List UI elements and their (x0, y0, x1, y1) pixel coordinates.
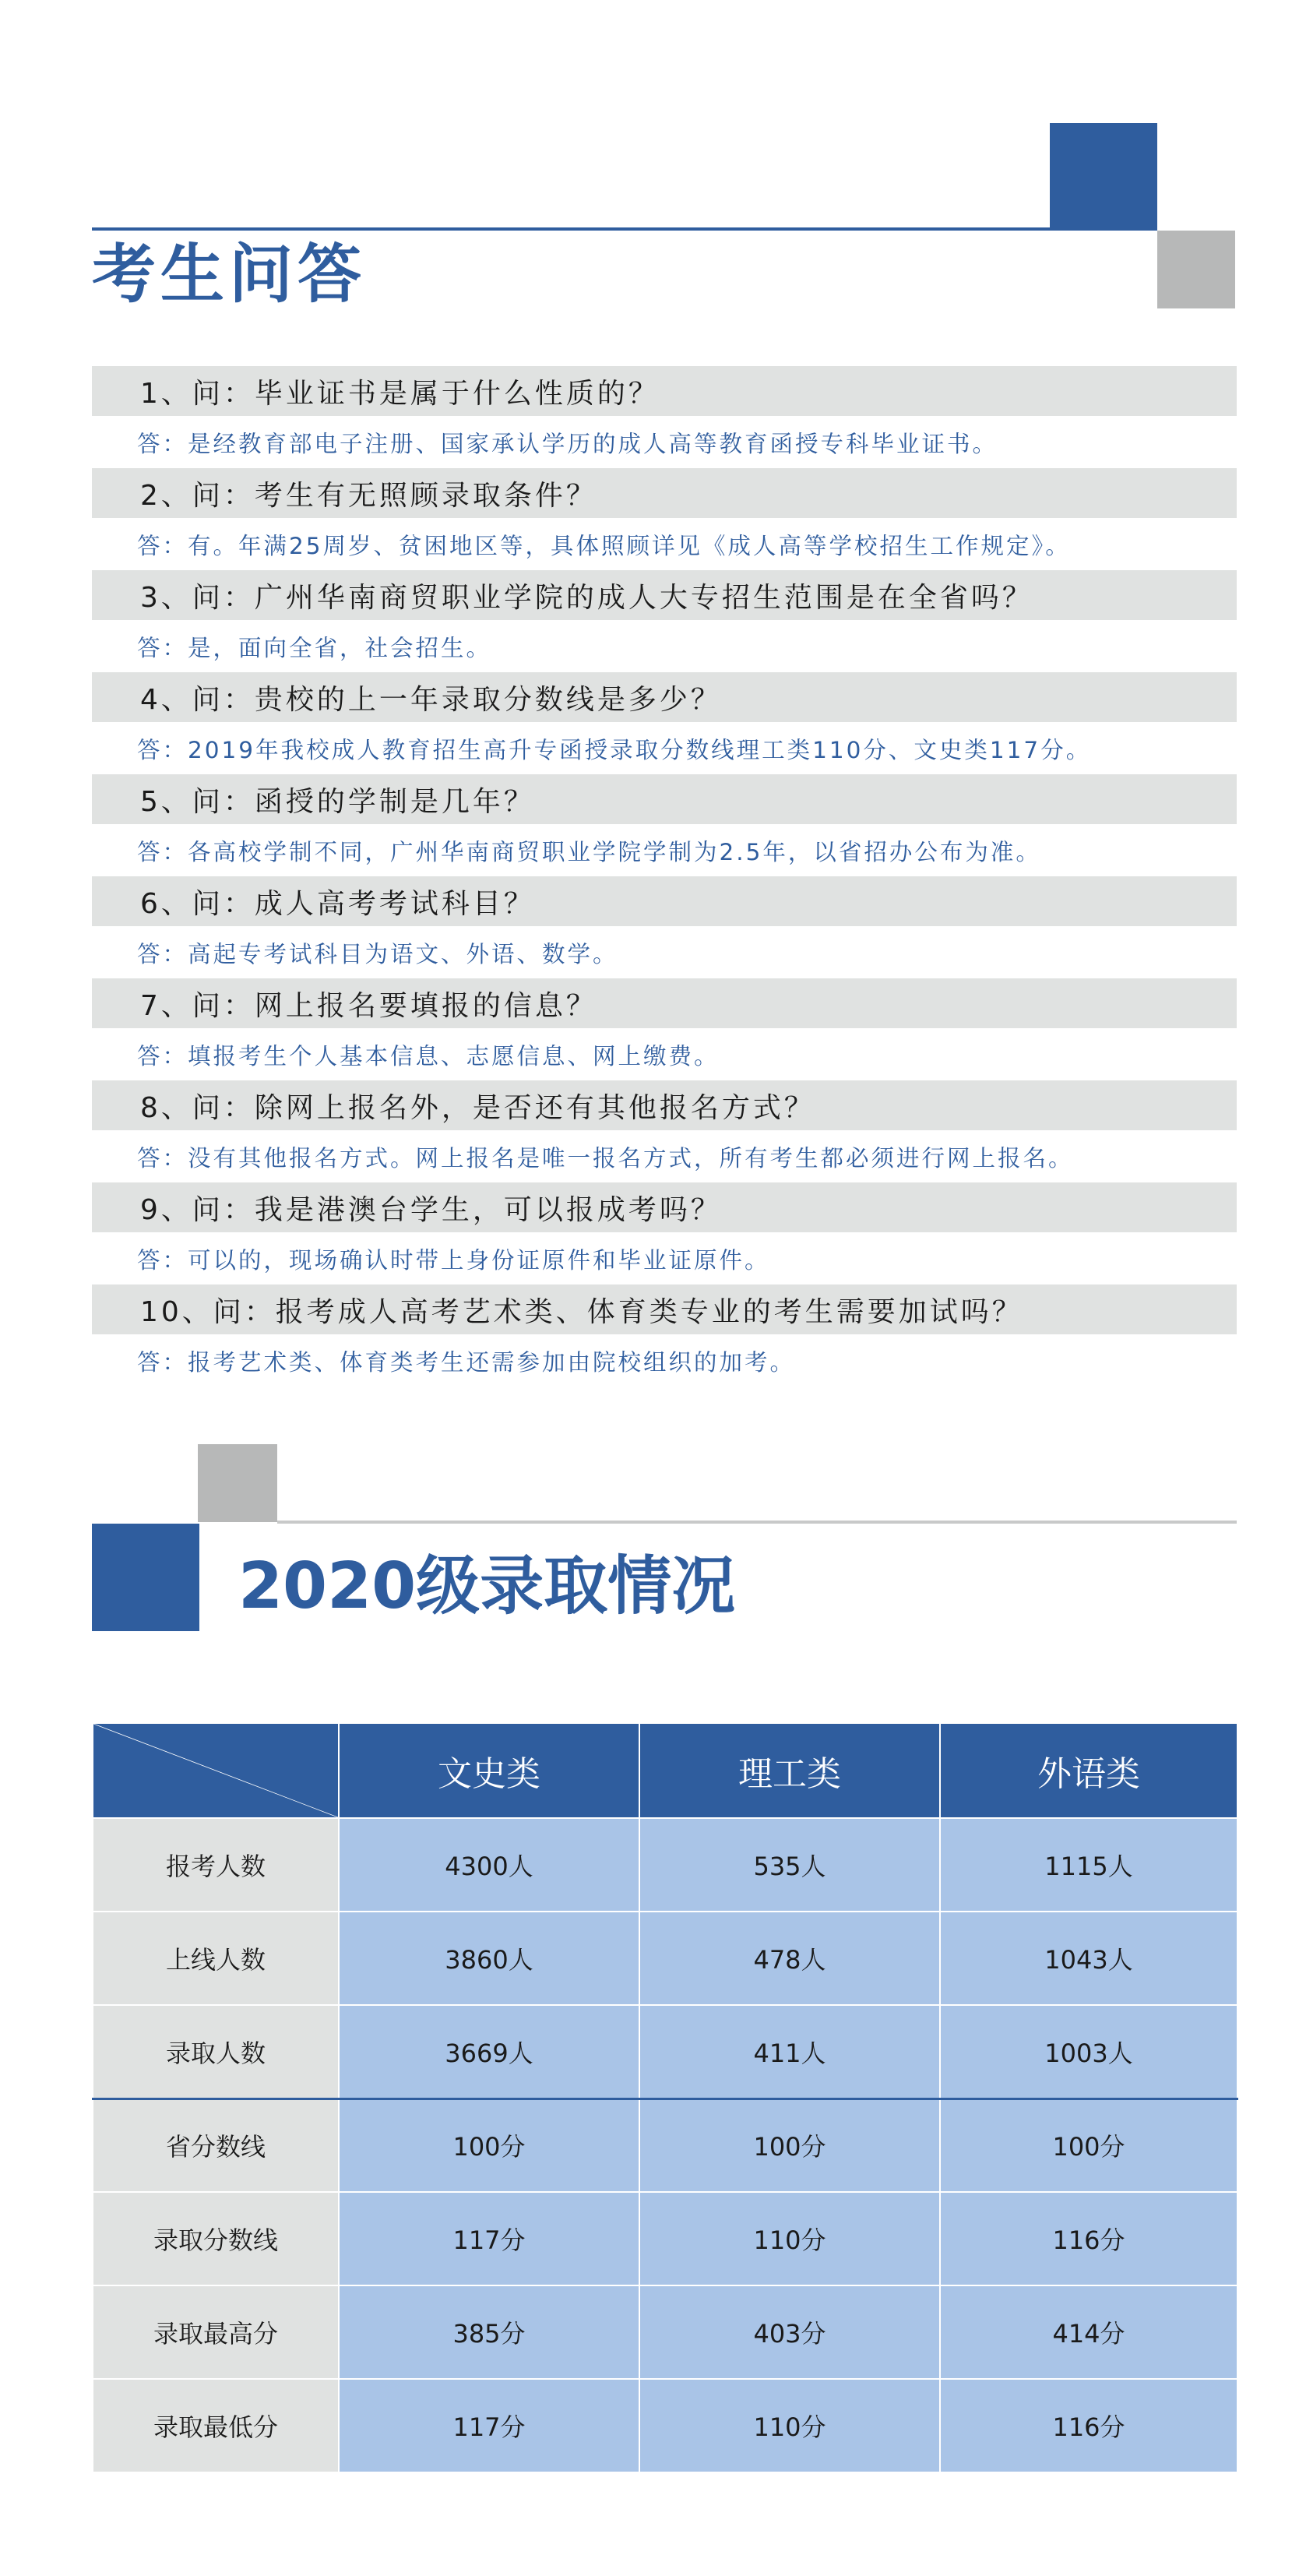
decorative-blue-square (1050, 123, 1157, 231)
table-cell: 1043人 (940, 1912, 1237, 2005)
admission-table (92, 1722, 1238, 2473)
answer-text: 答：各高校学制不同，广州华南商贸职业学院学制为2.5年，以省招办公布为准。 (137, 838, 1041, 865)
qa-item (92, 672, 1237, 774)
table-cell: 1003人 (940, 2005, 1237, 2099)
row-label: 报考人数 (93, 1818, 339, 1912)
question-text: 4、问：贵校的上一年录取分数线是多少？ (92, 672, 1237, 722)
question-text: 6、问：成人高考考试科目？ (92, 876, 1237, 926)
qa-item (92, 468, 1237, 570)
table-cell: 3669人 (339, 2005, 639, 2099)
qa-item (92, 366, 1237, 468)
answer-text: 答：是，面向全省，社会招生。 (137, 634, 492, 661)
answer-text: 答：是经教育部电子注册、国家承认学历的成人高等教育函授专科毕业证书。 (137, 430, 998, 457)
answer-text: 答：没有其他报名方式。网上报名是唯一报名方式，所有考生都必须进行网上报名。 (137, 1144, 1074, 1172)
section-title-qa: 考生问答 (92, 238, 367, 312)
column-header: 外语类 (940, 1723, 1237, 1818)
table-cell: 385分 (339, 2285, 639, 2379)
table-cell: 411人 (639, 2005, 940, 2099)
column-header: 文史类 (339, 1723, 639, 1818)
table-row (93, 2379, 1237, 2472)
table-cell: 116分 (940, 2379, 1237, 2472)
qa-item (92, 1284, 1237, 1387)
question-text: 5、问：函授的学制是几年？ (92, 774, 1237, 824)
row-label: 录取分数线 (93, 2192, 339, 2285)
table-cell: 116分 (940, 2192, 1237, 2285)
answer-text: 答：有。年满25周岁、贫困地区等，具体照顾详见《成人高等学校招生工作规定》。 (137, 532, 1071, 559)
question-text: 8、问：除网上报名外，是否还有其他报名方式？ (92, 1080, 1237, 1130)
table-row (93, 1912, 1237, 2005)
table-cell: 403分 (639, 2285, 940, 2379)
question-text: 3、问：广州华南商贸职业学院的成人大专招生范围是在全省吗？ (92, 570, 1237, 620)
table-cell: 3860人 (339, 1912, 639, 2005)
answer-text: 答：可以的，现场确认时带上身份证原件和毕业证原件。 (137, 1246, 770, 1274)
qa-item (92, 876, 1237, 978)
table-cell: 100分 (639, 2099, 940, 2192)
decorative-blue-square (92, 1524, 199, 1631)
column-header: 理工类 (639, 1723, 940, 1818)
table-corner-cell (93, 1723, 339, 1818)
question-text: 10、问：报考成人高考艺术类、体育类专业的考生需要加试吗？ (92, 1284, 1237, 1334)
qa-item (92, 1080, 1237, 1182)
title-rule (92, 227, 1050, 231)
table-row (93, 2005, 1237, 2099)
table-cell: 1115人 (940, 1818, 1237, 1912)
table-cell: 117分 (339, 2192, 639, 2285)
row-label: 省分数线 (93, 2099, 339, 2192)
row-label: 录取最高分 (93, 2285, 339, 2379)
answer-text: 答：高起专考试科目为语文、外语、数学。 (137, 940, 618, 967)
diagonal-line (93, 1724, 338, 1817)
question-text: 7、问：网上报名要填报的信息？ (92, 978, 1237, 1028)
section-title-admission: 2020级录取情况 (238, 1549, 736, 1623)
table-cell: 535人 (639, 1818, 940, 1912)
answer-text: 答：2019年我校成人教育招生高升专函授录取分数线理工类110分、文史类117分。 (137, 736, 1092, 763)
table-cell: 4300人 (339, 1818, 639, 1912)
title-rule (277, 1521, 1237, 1524)
answer-text: 答：报考艺术类、体育类考生还需参加由院校组织的加考。 (137, 1348, 796, 1376)
table-row (93, 2192, 1237, 2285)
qa-item (92, 774, 1237, 876)
table-cell: 100分 (339, 2099, 639, 2192)
table-row (93, 2285, 1237, 2379)
question-text: 9、问：我是港澳台学生，可以报成考吗？ (92, 1182, 1237, 1232)
question-text: 1、问：毕业证书是属于什么性质的？ (92, 366, 1237, 416)
table-header-row (93, 1723, 1237, 1818)
decorative-gray-square (198, 1444, 277, 1522)
decorative-gray-square (1157, 231, 1235, 308)
qa-list (92, 366, 1237, 1387)
table-cell: 117分 (339, 2379, 639, 2472)
qa-item (92, 570, 1237, 672)
table-row (93, 2099, 1237, 2192)
qa-item (92, 1182, 1237, 1284)
row-label: 录取人数 (93, 2005, 339, 2099)
table-cell: 478人 (639, 1912, 940, 2005)
table-cell: 414分 (940, 2285, 1237, 2379)
table-cell: 110分 (639, 2379, 940, 2472)
qa-item (92, 978, 1237, 1080)
question-text: 2、问：考生有无照顾录取条件？ (92, 468, 1237, 518)
answer-text: 答：填报考生个人基本信息、志愿信息、网上缴费。 (137, 1042, 720, 1070)
row-label: 录取最低分 (93, 2379, 339, 2472)
table-row (93, 1818, 1237, 1912)
table-cell: 110分 (639, 2192, 940, 2285)
row-label: 上线人数 (93, 1912, 339, 2005)
table-cell: 100分 (940, 2099, 1237, 2192)
